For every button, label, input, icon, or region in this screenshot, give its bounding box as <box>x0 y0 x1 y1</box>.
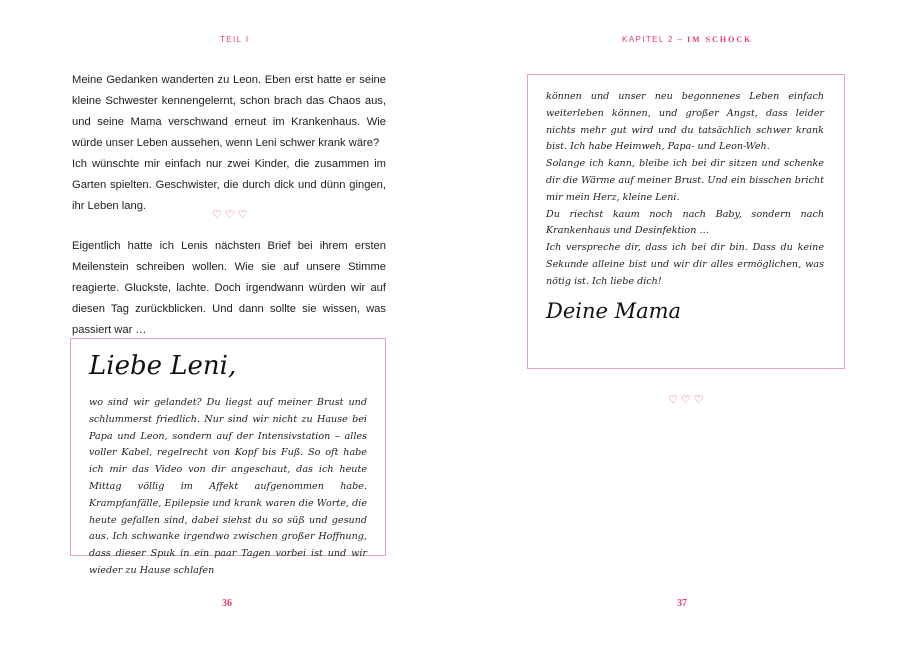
letter-paragraph: können und unser neu begonnenes Leben einfach weiterleben können, und großer Angst, dass leider nichts mehr gut wird und du tatsächlich schwer krank bist. Ich habe Heimweh, Papa- und Leon-Weh. <box>546 91 824 153</box>
body-paragraph-1 <box>72 70 386 217</box>
letter-paragraph: Ich verspreche dir, dass ich bei dir bin. Dass du keine Sekunde alleine bist und wir dir alles ermöglichen, was nötig ist. Ich liebe dich! <box>546 242 824 287</box>
hearts-divider: ♡♡♡ <box>212 209 251 221</box>
page-number-right: 37 <box>677 598 687 609</box>
body-text: Ich wünschte mir einfach nur zwei Kinder, die zusammen im Garten spielten. Geschwister, die durch dick und dünn gingen, ihr Leben lang. <box>72 158 386 212</box>
running-head-prefix: KAPITEL 2 – <box>622 35 687 44</box>
page-number-left: 36 <box>222 598 232 609</box>
running-head-left: TEIL I <box>220 35 250 44</box>
letter-text <box>89 395 367 580</box>
letter-box-continued <box>527 74 845 369</box>
chapter-title: IM SCHOCK <box>686 35 753 44</box>
letter-box <box>70 338 386 576</box>
signature: Deine Mama <box>546 299 682 323</box>
body-paragraph-2 <box>72 236 386 341</box>
hearts-divider: ♡♡♡ <box>668 394 707 406</box>
letter-paragraph: Du riechst kaum noch nach Baby, sondern nach Krankenhaus und Desinfektion … <box>546 208 824 237</box>
letter-paragraph: wo sind wir gelandet? Du liegst auf meiner Brust und schlummerst friedlich. Nur sind wir nicht zu Hause bei Papa und Leon, sondern auf der Intensivstation – alles voller Kabel, regelrecht von Kopf bis Fuß. So oft habe ich mir das Video von dir angeschaut, das ich heute Mittag völlig im Affekt aufgenommen habe. Krampfanfälle, Epilepsie und krank waren die Worte, die heute gefallen sind, dabei siehst du so süß und gesund aus. Ich schwanke irgendwo zwischen großer Hoffnung, dass dieser Spuk in ein paar Tagen vorbei ist und wir wieder zu Hause schlafen <box>89 397 367 576</box>
right-page <box>457 0 914 648</box>
letter-text <box>546 89 824 291</box>
letter-paragraph: Solange ich kann, bleibe ich bei dir sitzen und schenke dir die Wärme auf meiner Brust. Und ein bisschen bricht mir mein Herz, kleine Leni. <box>546 158 824 203</box>
running-head-right <box>622 35 752 44</box>
letter-salutation: Liebe Leni, <box>89 351 237 381</box>
body-text: Eigentlich hatte ich Lenis nächsten Brief bei ihrem ersten Meilenstein schreiben wollen. Wie sie auf unsere Stimme reagierte. Gluckste, lachte. Doch irgendwann würden wir auf diesen Tag zurückblicken. Und dann sollte sie wissen, was passiert war … <box>72 240 386 336</box>
body-text: Meine Gedanken wanderten zu Leon. Eben erst hatte er seine kleine Schwester kennengelernt, schon brach das Chaos aus, und seine Mama verschwand erneut im Krankenhaus. Wie würde unser Leben aussehen, wenn Leni schwer krank wäre? <box>72 74 386 149</box>
